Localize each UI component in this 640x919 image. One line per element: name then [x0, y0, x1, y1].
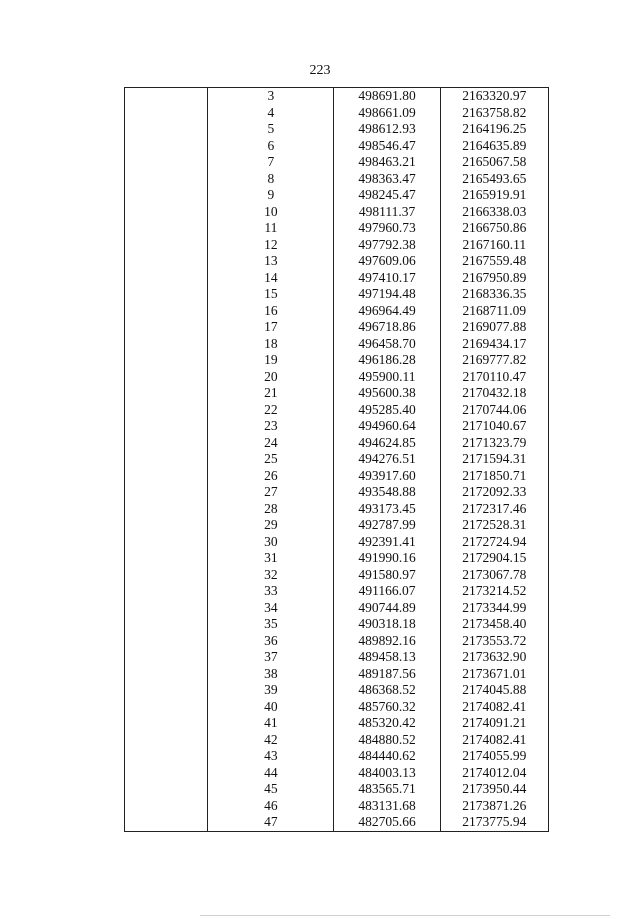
x-coordinate-cell: 485760.32 — [334, 699, 440, 716]
empty-cell — [125, 484, 208, 501]
x-coordinate-cell: 498546.47 — [334, 138, 440, 155]
y-coordinate-cell: 2172317.46 — [440, 501, 548, 518]
table-row — [125, 352, 549, 369]
table-row — [125, 402, 549, 419]
point-index-cell: 4 — [208, 105, 334, 122]
y-coordinate-cell: 2169777.82 — [440, 352, 548, 369]
y-coordinate-cell: 2174045.88 — [440, 682, 548, 699]
x-coordinate-cell: 489187.56 — [334, 666, 440, 683]
empty-cell — [125, 369, 208, 386]
y-coordinate-cell: 2172528.31 — [440, 517, 548, 534]
x-coordinate-cell: 489458.13 — [334, 649, 440, 666]
x-coordinate-cell: 497194.48 — [334, 286, 440, 303]
empty-cell — [125, 814, 208, 831]
table-row — [125, 567, 549, 584]
table-row — [125, 732, 549, 749]
y-coordinate-cell: 2164196.25 — [440, 121, 548, 138]
x-coordinate-cell: 485320.42 — [334, 715, 440, 732]
table-row — [125, 187, 549, 204]
x-coordinate-cell: 482705.66 — [334, 814, 440, 831]
empty-cell — [125, 732, 208, 749]
y-coordinate-cell: 2173671.01 — [440, 666, 548, 683]
table-row — [125, 765, 549, 782]
y-coordinate-cell: 2171850.71 — [440, 468, 548, 485]
y-coordinate-cell: 2172724.94 — [440, 534, 548, 551]
point-index-cell: 17 — [208, 319, 334, 336]
empty-cell — [125, 385, 208, 402]
x-coordinate-cell: 492787.99 — [334, 517, 440, 534]
empty-cell — [125, 237, 208, 254]
x-coordinate-cell: 494960.64 — [334, 418, 440, 435]
point-index-cell: 5 — [208, 121, 334, 138]
table-row — [125, 781, 549, 798]
empty-cell — [125, 583, 208, 600]
y-coordinate-cell: 2169077.88 — [440, 319, 548, 336]
x-coordinate-cell: 490318.18 — [334, 616, 440, 633]
table-row — [125, 171, 549, 188]
x-coordinate-cell: 497410.17 — [334, 270, 440, 287]
point-index-cell: 46 — [208, 798, 334, 815]
empty-cell — [125, 319, 208, 336]
y-coordinate-cell: 2163758.82 — [440, 105, 548, 122]
point-index-cell: 21 — [208, 385, 334, 402]
point-index-cell: 37 — [208, 649, 334, 666]
table-row — [125, 550, 549, 567]
empty-cell — [125, 336, 208, 353]
point-index-cell: 6 — [208, 138, 334, 155]
x-coordinate-cell: 496718.86 — [334, 319, 440, 336]
empty-cell — [125, 418, 208, 435]
point-index-cell: 19 — [208, 352, 334, 369]
point-index-cell: 36 — [208, 633, 334, 650]
empty-cell — [125, 534, 208, 551]
empty-cell — [125, 666, 208, 683]
empty-cell — [125, 781, 208, 798]
x-coordinate-cell: 484003.13 — [334, 765, 440, 782]
empty-cell — [125, 682, 208, 699]
empty-cell — [125, 220, 208, 237]
point-index-cell: 35 — [208, 616, 334, 633]
y-coordinate-cell: 2173775.94 — [440, 814, 548, 831]
x-coordinate-cell: 496458.70 — [334, 336, 440, 353]
point-index-cell: 15 — [208, 286, 334, 303]
y-coordinate-cell: 2170432.18 — [440, 385, 548, 402]
y-coordinate-cell: 2167950.89 — [440, 270, 548, 287]
table-row — [125, 534, 549, 551]
table-row — [125, 468, 549, 485]
point-index-cell: 8 — [208, 171, 334, 188]
empty-cell — [125, 798, 208, 815]
empty-cell — [125, 105, 208, 122]
empty-cell — [125, 270, 208, 287]
empty-cell — [125, 501, 208, 518]
table-row — [125, 517, 549, 534]
point-index-cell: 24 — [208, 435, 334, 452]
table-row — [125, 484, 549, 501]
coordinates-table-body — [125, 88, 549, 832]
y-coordinate-cell: 2164635.89 — [440, 138, 548, 155]
x-coordinate-cell: 494624.85 — [334, 435, 440, 452]
y-coordinate-cell: 2171323.79 — [440, 435, 548, 452]
y-coordinate-cell: 2165067.58 — [440, 154, 548, 171]
x-coordinate-cell: 493548.88 — [334, 484, 440, 501]
empty-cell — [125, 286, 208, 303]
point-index-cell: 3 — [208, 88, 334, 105]
empty-cell — [125, 187, 208, 204]
y-coordinate-cell: 2167559.48 — [440, 253, 548, 270]
x-coordinate-cell: 490744.89 — [334, 600, 440, 617]
empty-cell — [125, 303, 208, 320]
point-index-cell: 7 — [208, 154, 334, 171]
y-coordinate-cell: 2167160.11 — [440, 237, 548, 254]
table-row — [125, 220, 549, 237]
point-index-cell: 25 — [208, 451, 334, 468]
y-coordinate-cell: 2169434.17 — [440, 336, 548, 353]
point-index-cell: 44 — [208, 765, 334, 782]
empty-cell — [125, 253, 208, 270]
table-row — [125, 418, 549, 435]
table-row — [125, 814, 549, 831]
point-index-cell: 31 — [208, 550, 334, 567]
table-row — [125, 666, 549, 683]
x-coordinate-cell: 484440.62 — [334, 748, 440, 765]
y-coordinate-cell: 2165493.65 — [440, 171, 548, 188]
y-coordinate-cell: 2173067.78 — [440, 567, 548, 584]
x-coordinate-cell: 495600.38 — [334, 385, 440, 402]
x-coordinate-cell: 498363.47 — [334, 171, 440, 188]
x-coordinate-cell: 496186.28 — [334, 352, 440, 369]
point-index-cell: 20 — [208, 369, 334, 386]
empty-cell — [125, 699, 208, 716]
y-coordinate-cell: 2174012.04 — [440, 765, 548, 782]
y-coordinate-cell: 2168711.09 — [440, 303, 548, 320]
point-index-cell: 18 — [208, 336, 334, 353]
y-coordinate-cell: 2166338.03 — [440, 204, 548, 221]
empty-cell — [125, 352, 208, 369]
empty-cell — [125, 402, 208, 419]
empty-cell — [125, 451, 208, 468]
x-coordinate-cell: 489892.16 — [334, 633, 440, 650]
table-row — [125, 121, 549, 138]
empty-cell — [125, 550, 208, 567]
table-row — [125, 699, 549, 716]
point-index-cell: 22 — [208, 402, 334, 419]
y-coordinate-cell: 2174055.99 — [440, 748, 548, 765]
point-index-cell: 38 — [208, 666, 334, 683]
x-coordinate-cell: 498245.47 — [334, 187, 440, 204]
table-row — [125, 336, 549, 353]
table-row — [125, 715, 549, 732]
table-row — [125, 583, 549, 600]
table-row — [125, 270, 549, 287]
empty-cell — [125, 616, 208, 633]
empty-cell — [125, 649, 208, 666]
point-index-cell: 23 — [208, 418, 334, 435]
y-coordinate-cell: 2173950.44 — [440, 781, 548, 798]
point-index-cell: 12 — [208, 237, 334, 254]
table-row — [125, 600, 549, 617]
table-row — [125, 319, 549, 336]
table-row — [125, 649, 549, 666]
table-row — [125, 633, 549, 650]
empty-cell — [125, 765, 208, 782]
x-coordinate-cell: 483131.68 — [334, 798, 440, 815]
table-row — [125, 616, 549, 633]
table-row — [125, 501, 549, 518]
y-coordinate-cell: 2166750.86 — [440, 220, 548, 237]
bottom-edge-line — [200, 915, 610, 916]
empty-cell — [125, 435, 208, 452]
y-coordinate-cell: 2173632.90 — [440, 649, 548, 666]
y-coordinate-cell: 2170744.06 — [440, 402, 548, 419]
point-index-cell: 9 — [208, 187, 334, 204]
point-index-cell: 43 — [208, 748, 334, 765]
y-coordinate-cell: 2172092.33 — [440, 484, 548, 501]
empty-cell — [125, 567, 208, 584]
table-row — [125, 798, 549, 815]
x-coordinate-cell: 497609.06 — [334, 253, 440, 270]
y-coordinate-cell: 2174091.21 — [440, 715, 548, 732]
y-coordinate-cell: 2172904.15 — [440, 550, 548, 567]
x-coordinate-cell: 484880.52 — [334, 732, 440, 749]
y-coordinate-cell: 2163320.97 — [440, 88, 548, 105]
y-coordinate-cell: 2170110.47 — [440, 369, 548, 386]
x-coordinate-cell: 483565.71 — [334, 781, 440, 798]
x-coordinate-cell: 498612.93 — [334, 121, 440, 138]
y-coordinate-cell: 2174082.41 — [440, 732, 548, 749]
table-row — [125, 154, 549, 171]
table-row — [125, 303, 549, 320]
coordinates-table — [124, 87, 549, 832]
point-index-cell: 32 — [208, 567, 334, 584]
empty-cell — [125, 154, 208, 171]
page-number: 223 — [309, 63, 331, 78]
y-coordinate-cell: 2174082.41 — [440, 699, 548, 716]
point-index-cell: 11 — [208, 220, 334, 237]
empty-cell — [125, 517, 208, 534]
empty-cell — [125, 88, 208, 105]
point-index-cell: 40 — [208, 699, 334, 716]
point-index-cell: 30 — [208, 534, 334, 551]
point-index-cell: 42 — [208, 732, 334, 749]
table-row — [125, 253, 549, 270]
table-row — [125, 748, 549, 765]
x-coordinate-cell: 491990.16 — [334, 550, 440, 567]
table-row — [125, 682, 549, 699]
point-index-cell: 16 — [208, 303, 334, 320]
empty-cell — [125, 204, 208, 221]
y-coordinate-cell: 2173458.40 — [440, 616, 548, 633]
x-coordinate-cell: 496964.49 — [334, 303, 440, 320]
x-coordinate-cell: 491580.97 — [334, 567, 440, 584]
x-coordinate-cell: 498661.09 — [334, 105, 440, 122]
y-coordinate-cell: 2171040.67 — [440, 418, 548, 435]
x-coordinate-cell: 493173.45 — [334, 501, 440, 518]
table-row — [125, 138, 549, 155]
table-row — [125, 435, 549, 452]
empty-cell — [125, 138, 208, 155]
point-index-cell: 26 — [208, 468, 334, 485]
y-coordinate-cell: 2171594.31 — [440, 451, 548, 468]
x-coordinate-cell: 498463.21 — [334, 154, 440, 171]
y-coordinate-cell: 2165919.91 — [440, 187, 548, 204]
point-index-cell: 34 — [208, 600, 334, 617]
empty-cell — [125, 715, 208, 732]
empty-cell — [125, 171, 208, 188]
x-coordinate-cell: 492391.41 — [334, 534, 440, 551]
point-index-cell: 14 — [208, 270, 334, 287]
point-index-cell: 47 — [208, 814, 334, 831]
point-index-cell: 13 — [208, 253, 334, 270]
empty-cell — [125, 600, 208, 617]
point-index-cell: 10 — [208, 204, 334, 221]
y-coordinate-cell: 2173344.99 — [440, 600, 548, 617]
table-row — [125, 204, 549, 221]
point-index-cell: 45 — [208, 781, 334, 798]
table-row — [125, 237, 549, 254]
table-row — [125, 105, 549, 122]
x-coordinate-cell: 497792.38 — [334, 237, 440, 254]
x-coordinate-cell: 498691.80 — [334, 88, 440, 105]
x-coordinate-cell: 491166.07 — [334, 583, 440, 600]
y-coordinate-cell: 2173553.72 — [440, 633, 548, 650]
table-row — [125, 88, 549, 105]
x-coordinate-cell: 498111.37 — [334, 204, 440, 221]
x-coordinate-cell: 495285.40 — [334, 402, 440, 419]
point-index-cell: 29 — [208, 517, 334, 534]
point-index-cell: 28 — [208, 501, 334, 518]
point-index-cell: 39 — [208, 682, 334, 699]
table-row — [125, 286, 549, 303]
table-row — [125, 451, 549, 468]
y-coordinate-cell: 2168336.35 — [440, 286, 548, 303]
table-row — [125, 385, 549, 402]
y-coordinate-cell: 2173871.26 — [440, 798, 548, 815]
point-index-cell: 27 — [208, 484, 334, 501]
point-index-cell: 41 — [208, 715, 334, 732]
empty-cell — [125, 468, 208, 485]
x-coordinate-cell: 494276.51 — [334, 451, 440, 468]
x-coordinate-cell: 497960.73 — [334, 220, 440, 237]
x-coordinate-cell: 493917.60 — [334, 468, 440, 485]
point-index-cell: 33 — [208, 583, 334, 600]
x-coordinate-cell: 486368.52 — [334, 682, 440, 699]
empty-cell — [125, 748, 208, 765]
empty-cell — [125, 121, 208, 138]
table-row — [125, 369, 549, 386]
empty-cell — [125, 633, 208, 650]
y-coordinate-cell: 2173214.52 — [440, 583, 548, 600]
x-coordinate-cell: 495900.11 — [334, 369, 440, 386]
